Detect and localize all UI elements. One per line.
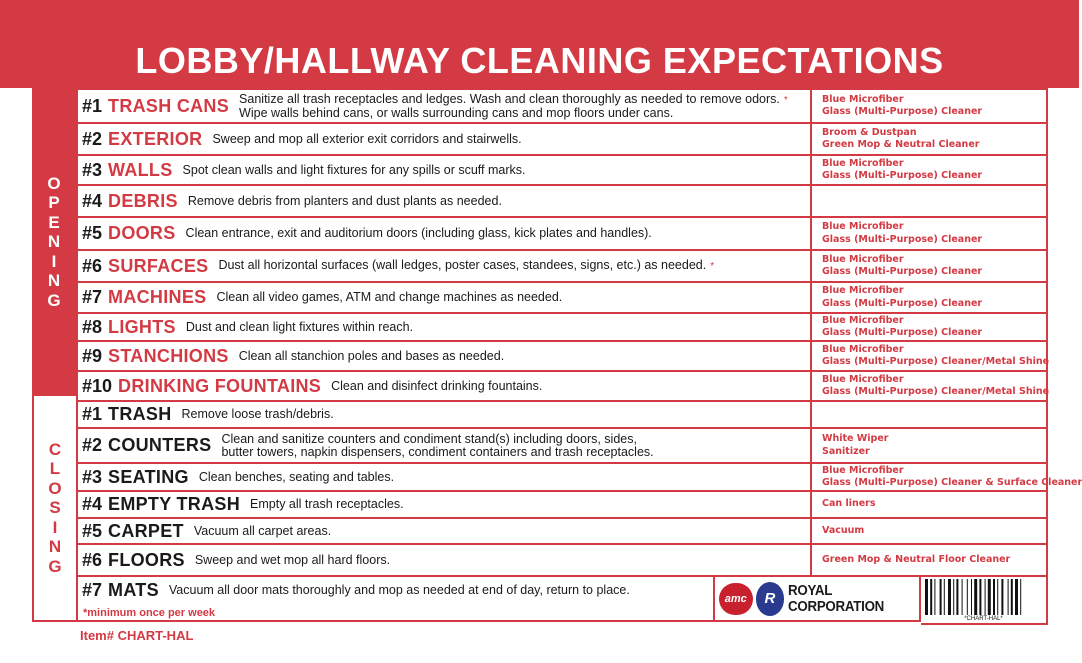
supply-item: Blue Microfiber [822,314,904,326]
footnote: *minimum once per week [83,607,216,619]
task-row-opening-1 [76,88,1048,124]
task-row-closing-3 [76,462,1082,492]
supply-item: Vacuum [822,524,865,536]
task-description-line: Sanitize all trash receptacles and ledges. Wash and clean thoroughly as needed to remove odors. [239,91,780,106]
side-letter: G [48,556,62,576]
task-description [195,554,390,567]
task-number: #1 [82,95,103,116]
barcode-bar [985,579,986,615]
task-row-mats [76,575,713,622]
task-label: LIGHTS [108,316,176,337]
task-number: #10 [82,375,113,396]
task-description-line: Clean all stanchion poles and bases as needed. [238,348,505,363]
task-cell [78,90,812,122]
task-description [182,408,334,421]
task-description [239,93,788,120]
task-description [183,164,526,177]
page-title: LOBBY/HALLWAY CLEANING EXPECTATIONS [135,40,944,81]
barcode-bar [997,579,998,615]
task-number: #2 [82,435,103,455]
barcode-bar [930,579,932,615]
side-letter: C [48,439,62,459]
task-description-line: Empty all trash receptacles. [250,497,404,511]
task-description-line: Spot clean walls and light fixtures for any spills or scuff marks. [182,162,526,177]
supply-item: Blue Microfiber [822,343,904,355]
task-number: #4 [82,190,103,211]
supplies-cell [812,314,1046,340]
barcode-bar [988,579,991,615]
task-cell [78,372,812,400]
task-number: #2 [82,128,103,149]
task-number: #4 [82,494,103,514]
side-letter: G [47,290,61,310]
task-label: DOORS [108,223,176,243]
task-description-line: Dust and clean light fixtures within reach. [185,319,414,334]
side-letter: I [52,517,58,537]
task-description-line: Sweep and wet mop all hard floors. [194,552,391,567]
task-description-line: Remove debris from planters and dust plants as needed. [187,193,502,208]
supply-item: Glass (Multi-Purpose) Cleaner & Surface Cleaner [822,477,1082,488]
task-row-opening-6 [76,249,1048,283]
task-label: MATS [108,580,159,600]
supplies-cell [812,402,1046,427]
supplies-cell [812,372,1049,400]
supplies-cell [812,545,1046,575]
task-label: DEBRIS [108,190,178,211]
supplies-cell [812,186,1046,216]
side-letter: S [49,498,61,518]
task-row-closing-4 [76,490,1048,519]
side-letter: I [51,251,57,271]
side-letter: O [48,478,62,498]
task-row-opening-3 [76,154,1048,186]
supply-item: Glass (Multi-Purpose) Cleaner [822,266,983,277]
task-cell [78,342,812,370]
task-row-closing-2 [76,427,1048,464]
task-label: EXTERIOR [108,128,203,149]
task-cell [78,283,812,312]
task-cell [78,402,812,427]
task-row-closing-6 [76,543,1048,577]
task-description-line: Wipe walls behind cans, or walls surrounding cans and mop floors under cans. [239,105,674,120]
barcode-text: *CHART-HAL* [964,616,1003,622]
task-row-opening-5 [76,216,1048,251]
task-description-line: Clean entrance, exit and auditorium doors (including glass, kick plates and handles). [185,226,652,240]
task-row-closing-5 [76,517,1048,545]
barcode-bar [993,579,995,615]
supply-item: Sanitizer [822,445,870,457]
task-cell [78,429,812,462]
task-description [194,525,331,538]
barcode-bar [944,579,945,615]
task-description [186,321,413,334]
supply-item: Broom & Dustpan [822,126,917,138]
supply-item: Blue Microfiber [822,93,904,105]
supply-item: Blue Microfiber [822,464,904,476]
task-number: #7 [82,580,103,600]
supplies-cell [812,429,1046,462]
task-number: #7 [82,287,103,307]
royal-emblem-icon: R [756,582,785,616]
supply-item: Glass (Multi-Purpose) Cleaner [822,106,983,117]
task-description [186,227,652,240]
header-banner [0,0,1079,88]
task-description-line: Vacuum all carpet areas. [193,523,332,538]
side-letter: N [48,537,62,557]
task-description [216,291,562,304]
supplies-cell [812,519,1046,543]
task-row-opening-8 [76,312,1048,342]
task-description: Vacuum all door mats thoroughly and mop as needed at end of day, return to place. [168,583,630,597]
task-label: STANCHIONS [108,345,229,366]
task-label: TRASH [108,404,172,424]
task-label: SEATING [108,466,189,487]
task-cell [78,124,812,154]
task-description-line: Dust all horizontal surfaces (wall ledges, poster cases, standees, signs, etc.) as needed. [218,258,707,272]
barcode-bar [1015,579,1018,615]
supply-item: Green Mop & Neutral Cleaner [822,139,980,150]
task-cell [78,545,812,575]
task-row-opening-9 [76,340,1048,372]
item-number: Item# CHART-HAL [80,628,194,643]
task-description-line: Remove loose trash/debris. [181,407,334,421]
task-description-line: butter towers, napkin dispensers, condiment containers and trash receptacles. [221,444,654,459]
task-cell [78,519,812,543]
barcode-bar [979,579,981,615]
supply-item: Glass (Multi-Purpose) Cleaner/Metal Shine [822,356,1050,367]
barcode-bars [923,579,1043,617]
task-cell [78,218,812,249]
opening-side-label [32,88,76,396]
task-number: #5 [82,223,103,243]
barcode-bar [1008,579,1009,615]
barcode-bar [1011,579,1013,615]
weekly-marker: * [783,94,788,106]
barcode-bar [967,579,968,615]
task-row-opening-4 [76,184,1048,218]
task-label: FLOORS [108,549,185,570]
supply-item: Blue Microfiber [822,157,904,169]
task-cell [78,314,812,340]
task-description [188,195,502,208]
task-number: #6 [82,549,103,570]
supply-item: Glass (Multi-Purpose) Cleaner [822,297,983,309]
barcode-bar [971,579,972,615]
task-description [331,380,542,393]
side-letter: P [48,193,60,213]
supplies-cell [812,90,1046,122]
side-letter: N [47,232,61,252]
task-label: COUNTERS [108,435,212,455]
side-letter: L [49,459,61,479]
task-label: CARPET [108,520,184,541]
supplies-cell [812,342,1049,370]
supply-item: Blue Microfiber [822,221,904,232]
barcode-bar [1001,579,1003,615]
supply-item: Glass (Multi-Purpose) Cleaner [822,170,983,181]
task-label: TRASH CANS [108,95,230,116]
supply-item: Glass (Multi-Purpose) Cleaner/Metal Shine [822,386,1050,397]
task-description-line: Clean all video games, ATM and change machines as needed. [216,290,563,304]
barcode-bar [1020,579,1021,615]
task-cell [78,186,812,216]
task-number: #1 [82,404,103,424]
barcode-bar [948,579,951,615]
supply-item: Glass (Multi-Purpose) Cleaner [822,233,983,245]
supplies-cell [812,492,1046,517]
supplies-cell [812,251,1046,281]
barcode-bar [925,579,928,615]
task-row-opening-10 [76,370,1048,402]
task-label: MACHINES [108,287,207,307]
task-cell [78,156,812,184]
supplies-cell [812,283,1046,312]
task-description [199,471,394,484]
supply-item: Blue Microfiber [822,285,904,296]
task-number: #8 [82,316,103,337]
supply-item: Blue Microfiber [822,373,904,385]
task-row-opening-2 [76,122,1048,156]
task-description [212,133,521,146]
supply-item: White Wiper [822,433,889,444]
task-row-closing-1 [76,400,1048,429]
task-number: #6 [82,255,103,276]
logo-panel [713,575,921,622]
task-description-line: Sweep and mop all exterior exit corridors and stairwells. [212,131,522,146]
side-letter: O [47,173,61,193]
task-description [218,259,714,273]
barcode-bar [934,579,935,615]
task-number: #9 [82,345,103,366]
closing-side-label [32,396,76,622]
task-label: SURFACES [108,255,209,276]
supply-item: Glass (Multi-Purpose) Cleaner [822,327,983,338]
task-description-line: Clean and sanitize counters and condiment stand(s) including doors, sides, [221,431,637,446]
task-cell [78,251,812,281]
supplies-cell [812,156,1046,184]
task-label: DRINKING FOUNTAINS [118,375,322,396]
side-letter: E [48,212,60,232]
task-label: EMPTY TRASH [108,494,241,514]
task-description-line: Clean benches, seating and tables. [198,469,395,484]
supply-item: Blue Microfiber [822,253,904,265]
task-cell [78,464,812,490]
task-description-line: Clean and disinfect drinking fountains. [331,378,543,393]
supplies-cell [812,124,1046,154]
amc-logo: amc [719,583,753,615]
barcode-bar [962,579,963,615]
weekly-marker: * [710,261,715,272]
barcode [921,575,1048,625]
barcode-bar [974,579,977,615]
task-description [221,433,653,459]
royal-corporation-logo: ROYAL CORPORATION [788,582,885,615]
task-description [250,498,404,511]
barcode-bar [953,579,954,615]
task-number: #5 [82,520,103,541]
task-description [239,350,504,363]
task-cell [78,492,812,517]
barcode-bar [940,579,942,615]
task-label: WALLS [108,159,173,180]
supplies-cell [812,464,1082,490]
side-letter: N [47,271,61,291]
supplies-cell [812,218,1046,249]
task-row-opening-7 [76,281,1048,314]
task-number: #3 [82,466,103,487]
task-number: #3 [82,159,103,180]
supply-item: Green Mop & Neutral Floor Cleaner [822,553,1011,565]
barcode-bar [956,579,958,615]
supply-item: Can liners [822,498,876,510]
